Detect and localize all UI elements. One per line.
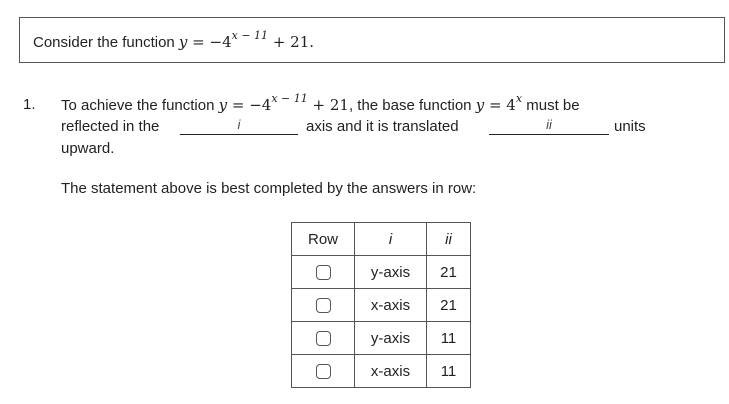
header-ii: ii: [427, 223, 471, 256]
answer-ii-cell: 11: [427, 355, 471, 388]
line1-exponent: x − 11: [271, 92, 308, 105]
prompt-fn-y: y: [178, 33, 188, 51]
line1-mid: + 21: [307, 96, 349, 114]
radio-button[interactable]: [316, 265, 331, 280]
row-select-cell[interactable]: [292, 289, 355, 322]
question-number: 1.: [23, 96, 36, 113]
radio-button[interactable]: [316, 364, 331, 379]
row-select-cell[interactable]: [292, 322, 355, 355]
question-line-1: [61, 92, 580, 114]
line1-lead: To achieve the function: [61, 97, 219, 114]
line1-eq: = −4: [227, 96, 272, 114]
line1-end: must be: [522, 97, 580, 114]
radio-button[interactable]: [316, 298, 331, 313]
prompt-box: [19, 17, 725, 63]
line1-exponent2: x: [515, 92, 523, 105]
prompt-lead: Consider the function: [33, 34, 179, 51]
prompt-fn-eq: = −4: [187, 33, 232, 51]
answer-table: [291, 222, 471, 388]
line2-end: units: [614, 118, 646, 135]
answer-ii-cell: 21: [427, 256, 471, 289]
line1-eq2: = 4: [484, 96, 516, 114]
table-row[interactable]: [292, 256, 471, 289]
line3-text: upward.: [61, 140, 115, 157]
header-i: i: [355, 223, 427, 256]
line1-y: y: [218, 96, 228, 114]
answer-i-cell: x-axis: [355, 355, 427, 388]
prompt-fn-exponent: x − 11: [231, 29, 269, 42]
table-row[interactable]: [292, 289, 471, 322]
statement-text: The statement above is best completed by the answers in row:: [61, 180, 477, 197]
answer-i-cell: x-axis: [355, 289, 427, 322]
row-select-cell[interactable]: [292, 355, 355, 388]
table-header-row: [292, 223, 471, 256]
table-row[interactable]: [292, 355, 471, 388]
row-select-cell[interactable]: [292, 256, 355, 289]
header-row: Row: [292, 223, 355, 256]
answer-i-cell: y-axis: [355, 256, 427, 289]
line1-after: , the base function: [348, 97, 476, 114]
prompt-text: [33, 29, 315, 51]
prompt-fn-tail: + 21.: [268, 33, 315, 51]
radio-button[interactable]: [316, 331, 331, 346]
line2-mid: axis and it is translated: [306, 118, 459, 135]
table-row[interactable]: [292, 322, 471, 355]
answer-ii-cell: 21: [427, 289, 471, 322]
blank-i[interactable]: i: [180, 116, 298, 135]
answer-i-cell: y-axis: [355, 322, 427, 355]
answer-ii-cell: 11: [427, 322, 471, 355]
line1-y2: y: [475, 96, 485, 114]
line2-lead: reflected in the: [61, 118, 160, 135]
blank-ii[interactable]: ii: [489, 116, 609, 135]
